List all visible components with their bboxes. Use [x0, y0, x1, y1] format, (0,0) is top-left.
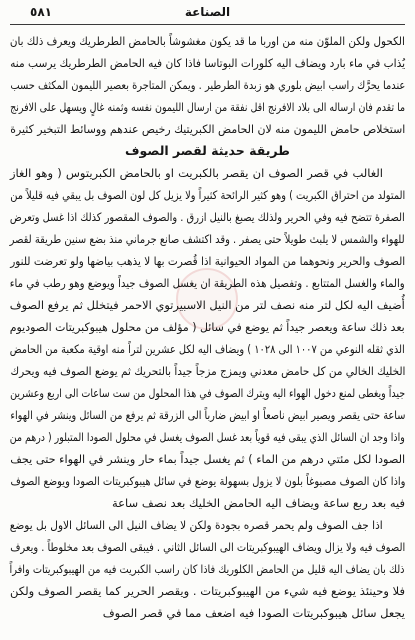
text-line [10, 580, 405, 602]
text-line [10, 448, 405, 470]
text-line [10, 492, 405, 514]
text-line-content: المتولد من احتراق الكبريت ) وهو كثير الرائحة كثيراً ولا يزيل كل لون الصوف بل يبقي فيه قليلاً من [10, 188, 405, 202]
text-line-content: أُضيف اليه لكل لتر منه نصف لتر من النيل الاسبيرتوي الاحمر فيتخلل ثم يرفع الصوف [10, 298, 405, 312]
text-line [10, 360, 405, 382]
text-line-content: بعد ذلك ساعة ويعصر جيداً ثم يوضع في سائل ( مؤلف من محلول هيبوكبريتات الصوديوم [10, 320, 405, 334]
text-line-content: اذا جف الصوف ولم يحمر قصره بجودة ولكن لا يضاف النيل الى السائل الاول بل يوضع [10, 518, 383, 532]
page-number: ٥٨١ [30, 5, 52, 19]
text-line-content: ما تقدم فان ارساله الى بلاد الافرنج اقل نفقة من ارسال الليمون نفسه وثمنه غالٍ ويسهل على الافرنج [10, 100, 405, 114]
text-line [10, 536, 405, 558]
text-line [10, 338, 405, 360]
text-line-content: ساعة حتى يقصر ويصير ابيض ناصعاً او ابيض ضارباً الى الزرقة ثم يرفع من السائل وينشر في الهواء [10, 408, 405, 422]
header-rule [10, 24, 405, 25]
page-body [10, 30, 405, 624]
text-line [10, 52, 405, 74]
text-line-content: يُذاب في ماء بارد ويضاف اليه كلورات البوتاسا فاذا كان فيه الحامض الطرطريك يرسب منه [10, 56, 405, 70]
text-line-content: عندما يحرَّك راسب ابيض بلوري هو زبدة الطرطير . ويمكن المتاجرة بعصير الليمون المكثف حسب [10, 78, 405, 92]
text-line [10, 184, 405, 206]
article-heading [10, 140, 405, 162]
text-line-content: واذا وجد ان السائل الذي يبقى فيه قوياً بعد غسل الصوف يغسل في محلول الصودا المتبلور ( درهم من [10, 430, 405, 444]
text-line [10, 272, 405, 294]
text-line-content: ذلك بان يضاف اليه قليل من الحامض الكلوريك فاذا كان راسب الكبريت فيه من الهيبوكبريتات وافراً [10, 562, 405, 576]
text-line-content: الكحول ولكن الملوّن منه من اوربا ما قد يكون مغشوشاً بالحامض الطرطريك ويعرف ذلك بان [10, 34, 405, 48]
text-line [10, 162, 405, 184]
text-line-content: الغالب في قصر الصوف ان يقصر بالكبريت او بالحامض الكبريتوس ( وهو الغاز [10, 166, 383, 180]
text-line [10, 470, 405, 492]
page-header [10, 3, 405, 23]
text-line [10, 250, 405, 272]
text-line [10, 228, 405, 250]
text-line-content: استخلاص حامض الليمون منه لان الحامض الكبريتيك رخيص عندهم ووسائط التبخير كثيرة [10, 122, 405, 136]
text-line-content: فلا وحينئذ يوضع فيه شيء من الهيبوكبريتات . ويقصر الحرير كما يقصر الصوف ولكن [10, 584, 405, 598]
text-line-content: الذي ثقله النوعي من ١٠٠٧ الى ١٠٢٨ ) ويضاف اليه لكل عشرين لتراً منه اوقية مكعبة من الحامض [10, 342, 405, 356]
text-line-content: فيه بعد ربع ساعة ويضاف اليه الحامض الخليك بعد نصف ساعة [112, 496, 405, 510]
text-line [10, 404, 405, 426]
text-line [10, 118, 405, 140]
text-line [10, 316, 405, 338]
text-line-content: جيداً ويغطى لمنع دخول الهواء اليه ويترك الصوف في هذا المحلول من ست ساعات الى اربع وعشرين [10, 386, 405, 400]
text-line [10, 206, 405, 228]
text-line-content: الصفرة تتضح فيه وفي الحرير ولذلك يصبغ بالنيل ازرق . والصوف المقصور كذلك اذا غسل وتعرض [10, 210, 405, 224]
text-line [10, 96, 405, 118]
text-line-content: واذا كان الصوف مصبوغاً بلون لا يزول بسهولة يوضع في سائل هيبوكبريتات الصودا ويوضع الصوف [10, 474, 405, 488]
text-line-content: للهواء والشمس لا يلبث طويلاً حتى يصفر . وقد اكتشف صانع جرماني منذ بضع سنين طريقة لقصر [10, 232, 405, 246]
text-line [10, 74, 405, 96]
text-line-content: الصودا لكل مئتي درهم من الماء ) ثم يغسل جيداً بماء حار وينشر في الهواء حتى يجف [10, 452, 405, 466]
text-line-content: يجعل سائل هيبوكبريتات الصودا فيه اضعف مما في قصر الصوف [102, 606, 405, 620]
text-line-content: الخليك الخالي من كل حامض معدني ويمزج مزجاً جيداً بالتحريك ثم يوضع الصوف فيه ويحرك [10, 364, 405, 378]
text-line [10, 514, 405, 536]
text-line [10, 426, 405, 448]
text-line [10, 602, 405, 624]
text-line [10, 558, 405, 580]
text-line-content: والماء والغسل المتتابع . وتفصيل هذه الطريقة ان يغسل الصوف جيداً ويوضع وهو رطب في ماء [10, 276, 405, 290]
text-line [10, 294, 405, 316]
text-line [10, 382, 405, 404]
running-title: الصناعة [184, 5, 231, 19]
text-line-content: الصوف فيه ولا يزال ويضاف الهيبوكبريتات الى السائل الثاني . فيبقى الصوف بعد مخلوطاً . ويعرف [10, 540, 405, 554]
text-line [10, 30, 405, 52]
text-line-content: الصوف والحرير ونحوهما من المواد الحيوانية اذا قُصرت بها لا يذهب بياضها ولو تعرضت للنور [10, 254, 405, 268]
article-heading-text: طريقة حديثة لقصر الصوف [125, 143, 290, 158]
